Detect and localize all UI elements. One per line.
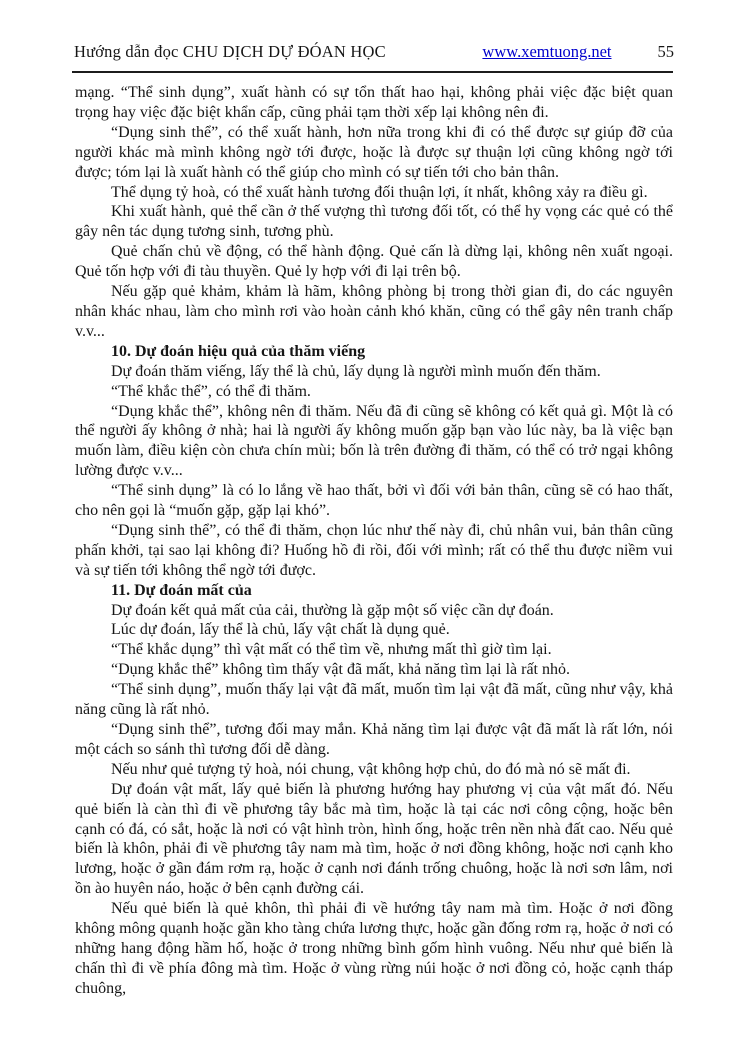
paragraph: Dự đoán kết quả mất của cải, thường là gặp một số việc cần dự đoán. <box>111 601 554 619</box>
website-link[interactable]: www.xemtuong.net <box>482 42 612 61</box>
paragraph: “Dụng khắc thể”, không nên đi thăm. Nếu đã đi cũng sẽ không có kết quả gì. Một là có thể người ấy không ở nhà; hai là người ấy không muốn gặp bạn vào lúc này, ba là việc bạn muốn làm, điều kiện còn chưa chín mùi; bốn là trên đường đi thăm, có thể có trở ngại không lường được v.v... <box>75 402 673 480</box>
page-number: 55 <box>657 42 674 61</box>
paragraph: “Dụng sinh thể”, có thể đi thăm, chọn lúc như thế này đi, chủ nhân vui, bản thân cũng phấn khởi, tại sao lại không đi? Huống hồ đi rồi, đối với mình; rất có thể thu được niềm vui và sự tiến tới không thể ngờ tới được. <box>75 521 673 579</box>
page-body <box>75 83 673 999</box>
header-right <box>482 42 674 62</box>
paragraph: Khi xuất hành, quẻ thể cần ở thế vượng thì tương đối tốt, có thể hy vọng các quẻ có thể gây nên tác dụng tương sinh, tương phù. <box>75 203 673 241</box>
paragraph: “Dụng sinh thể”, tương đối may mắn. Khả năng tìm lại được vật đã mất là rất lớn, nói một cách so sánh thì tương đối dễ dàng. <box>75 721 673 758</box>
paragraph: Dự đoán thăm viếng, lấy thể là chủ, lấy dụng là người mình muốn đến thăm. <box>111 362 601 380</box>
paragraph: “Thể sinh dụng” là có lo lắng về hao thất, bởi vì đối với bản thân, cũng sẽ có hao thất, cho nên gọi là “muốn gặp, gặp lại khó”. <box>75 482 673 520</box>
header-divider <box>72 71 673 73</box>
paragraph: Nếu như quẻ tượng tỷ hoà, nói chung, vật không hợp chủ, do đó mà nó sẽ mất đi. <box>111 760 631 778</box>
paragraph: “Dụng khắc thể” không tìm thấy vật đã mất, khả năng tìm lại là rất nhỏ. <box>111 661 570 679</box>
paragraph: Thể dụng tỷ hoà, có thể xuất hành tương đối thuận lợi, ít nhất, không xảy ra điều gì. <box>111 183 648 201</box>
paragraph: “Dụng sinh thể”, có thể xuất hành, hơn nữa trong khi đi có thể được sự giúp đỡ của người khác mà mình không ngờ tới được, hoặc là được sự thuận lợi cũng không ngờ tới được; tóm lại là xuất hành có thể giúp cho mình có sự tiến tới cho bản thân. <box>75 123 673 181</box>
section-heading-10: 10. Dự đoán hiệu quả của thăm viếng <box>111 342 366 360</box>
page-header <box>74 42 674 62</box>
paragraph: Quẻ chấn chủ về động, có thể hành động. Quẻ cấn là dừng lại, không nên xuất ngoại. Quẻ tốn hợp với đi tàu thuyền. Quẻ ly hợp với đi lại trên bộ. <box>75 243 673 281</box>
paragraph: Dự đoán vật mất, lấy quẻ biến là phương hướng hay phương vị của vật mất đó. Nếu quẻ biến là càn thì đi về phương tây bắc mà tìm, hoặc là tại các nơi công cộng, hoặc bên cạnh có đá, có sắt, hoặc là nơi có vật hình tròn, hình ống, hoặc trên nền nhà đất cao. Nếu quẻ biến là khôn, phải đi về phương tây nam mà tìm, hoặc ở nơi đồng không, hoặc nơi cạnh kho lương, hoặc ở gần đám rơm rạ, hoặc ở cạnh nơi đánh trống chuông, hoặc là nơi sơn lâm, nơi ồn ào huyên náo, hoặc ở bên cạnh đường cái. <box>75 780 673 898</box>
paragraph: mạng. “Thể sinh dụng”, xuất hành có sự tổn thất hao hại, không phải việc đặc biệt quan trọng hay việc đặc biệt khẩn cấp, cũng phải tạm thời xếp lại không nên đi. <box>75 84 673 121</box>
paragraph: “Thể khắc thể”, có thể đi thăm. <box>111 382 311 400</box>
paragraph: “Thể sinh dụng”, muốn thấy lại vật đã mất, muốn tìm lại vật đã mất, cũng như vậy, khả năng cũng là rất nhỏ. <box>75 681 673 719</box>
section-heading-11: 11. Dự đoán mất của <box>111 581 252 599</box>
header-title: Hướng dẫn đọc CHU DỊCH DỰ ĐÓAN HỌC <box>74 42 386 61</box>
paragraph: “Thể khắc dụng” thì vật mất có thể tìm về, nhưng mất thì giờ tìm lại. <box>111 641 552 659</box>
paragraph: Nếu gặp quẻ khảm, khảm là hãm, không phòng bị trong thời gian đi, do các nguyên nhân khác nhau, làm cho mình rơi vào hoàn cảnh khó khăn, cũng có thể gây nên tranh chấp v.v... <box>75 283 673 340</box>
paragraph: Nếu quẻ biến là quẻ khôn, thì phải đi về hướng tây nam mà tìm. Hoặc ở nơi đồng không mông quạnh hoặc gần kho tàng chứa lương thực, hoặc gần đống rơm rạ, hoặc ở nơi có những hang động hầm hố, hoặc ở trong những bình gốm hình vuông. Nếu như quẻ biến là chấn thì đi về phía đông mà tìm. Hoặc ở vùng rừng núi hoặc ở nơi đồng cỏ, hoặc cạnh tháp chuông, <box>75 900 673 997</box>
paragraph: Lúc dự đoán, lấy thể là chủ, lấy vật chất là dụng quẻ. <box>111 621 450 639</box>
